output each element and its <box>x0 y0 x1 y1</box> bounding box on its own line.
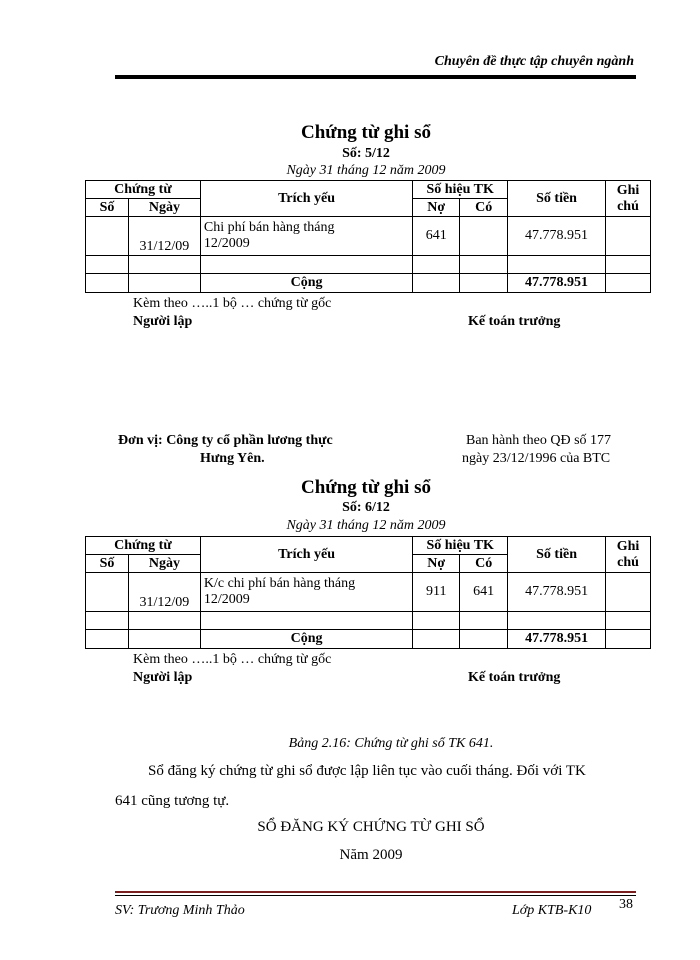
decree-line-2: ngày 23/12/1996 của BTC <box>462 451 611 466</box>
chu-label: chú <box>617 198 639 214</box>
col-header-trich-yeu: Trích yếu <box>200 537 412 573</box>
total-label: Cộng <box>200 630 412 649</box>
cell-empty <box>86 612 129 630</box>
cell-empty <box>413 256 460 274</box>
voucher-2-number: Số: 6/12 <box>342 500 390 515</box>
col-header-ghi-chu <box>606 181 651 217</box>
cell-empty <box>128 630 200 649</box>
col-header-ghi-chu <box>606 537 651 573</box>
decree-line-1: Ban hành theo QĐ số 177 <box>466 433 612 448</box>
cell-no: 641 <box>413 217 460 256</box>
voucher-2-date: Ngày 31 tháng 12 năm 2009 <box>286 518 446 533</box>
total-label: Cộng <box>200 274 412 293</box>
col-header-no: Nợ <box>413 199 460 217</box>
table-row <box>86 256 651 274</box>
cell-empty <box>200 612 412 630</box>
col-header-so-hieu-tk: Số hiệu TK <box>413 181 508 199</box>
cell-empty <box>606 274 651 293</box>
col-header-so: Số <box>86 555 129 573</box>
total-amount: 47.778.951 <box>508 630 606 649</box>
cell-ghi-chu <box>606 217 651 256</box>
footer-student: SV: Trương Minh Thảo <box>115 903 245 918</box>
voucher-1-attachment: Kèm theo …..1 bộ … chứng từ gốc <box>133 296 332 311</box>
col-header-so-tien: Số tiền <box>508 181 606 217</box>
col-header-ngay: Ngày <box>128 199 200 217</box>
voucher-1-title: Chứng từ ghi sổ <box>301 122 431 143</box>
voucher-1-table <box>85 180 651 293</box>
cell-empty <box>86 630 129 649</box>
col-header-co: Có <box>460 555 508 573</box>
voucher-2-title: Chứng từ ghi sổ <box>301 477 431 498</box>
cell-trich-yeu <box>200 573 412 612</box>
col-header-ngay: Ngày <box>128 555 200 573</box>
cell-so <box>86 573 129 612</box>
ghi-label: Ghi <box>616 538 640 554</box>
desc-line-2: 12/2009 <box>203 236 250 251</box>
cell-empty <box>86 274 129 293</box>
cell-co <box>460 217 508 256</box>
header-rule <box>115 75 636 79</box>
col-header-so-tien: Số tiền <box>508 537 606 573</box>
voucher-1-number: Số: 5/12 <box>342 146 390 161</box>
desc-line-2: 12/2009 <box>203 592 250 607</box>
cell-empty <box>413 630 460 649</box>
footer-rule-red <box>115 891 636 893</box>
cell-empty <box>606 612 651 630</box>
cell-empty <box>460 612 508 630</box>
cell-empty <box>460 256 508 274</box>
ghi-label: Ghi <box>616 182 640 198</box>
table-caption: Bảng 2.16: Chứng từ ghi sổ TK 641. <box>288 736 494 751</box>
cell-empty <box>606 256 651 274</box>
voucher-2-attachment: Kèm theo …..1 bộ … chứng từ gốc <box>133 652 332 667</box>
voucher-1-preparer: Người lập <box>133 314 193 329</box>
footer-class: Lớp KTB-K10 <box>512 903 592 918</box>
total-row <box>86 630 651 649</box>
paragraph-line-2: 641 cũng tương tự. <box>115 793 230 809</box>
paragraph-line-1: Sổ đăng ký chứng từ ghi sổ được lập liên tục vào cuối tháng. Đối với TK <box>148 763 586 779</box>
col-header-so-hieu-tk: Số hiệu TK <box>413 537 508 555</box>
col-header-co: Có <box>460 199 508 217</box>
voucher-2-preparer: Người lập <box>133 670 193 685</box>
cell-so-tien: 47.778.951 <box>508 573 606 612</box>
col-header-chung-tu: Chứng từ <box>86 537 201 555</box>
voucher-1-chief-accountant: Kế toán trưởng <box>468 314 561 329</box>
cell-empty <box>460 630 508 649</box>
chu-label: chú <box>617 554 639 570</box>
cell-co: 641 <box>460 573 508 612</box>
cell-ghi-chu <box>606 573 651 612</box>
voucher-1-date: Ngày 31 tháng 12 năm 2009 <box>286 163 446 178</box>
cell-empty <box>128 612 200 630</box>
unit-name-line-1: Đơn vị: Công ty cổ phần lương thực <box>118 433 333 448</box>
cell-ngay: 31/12/09 <box>128 573 200 612</box>
unit-name-line-2: Hưng Yên. <box>200 451 265 466</box>
cell-ngay: 31/12/09 <box>128 217 200 256</box>
register-title: SỔ ĐĂNG KÝ CHỨNG TỪ GHI SỔ <box>257 819 485 835</box>
voucher-2-table <box>85 536 651 649</box>
running-header-title: Chuyên đề thực tập chuyên ngành <box>434 54 634 69</box>
page-number: 38 <box>619 897 633 912</box>
voucher-2-chief-accountant: Kế toán trưởng <box>468 670 561 685</box>
cell-empty <box>86 256 129 274</box>
total-amount: 47.778.951 <box>508 274 606 293</box>
cell-empty <box>460 274 508 293</box>
cell-empty <box>508 256 606 274</box>
cell-empty <box>128 256 200 274</box>
desc-line-1: Chi phí bán hàng tháng <box>203 220 335 235</box>
table-row <box>86 612 651 630</box>
cell-empty <box>508 612 606 630</box>
cell-empty <box>200 256 412 274</box>
cell-empty <box>413 612 460 630</box>
desc-line-1: K/c chi phí bán hàng tháng <box>203 576 356 591</box>
col-header-so: Số <box>86 199 129 217</box>
table-row <box>86 217 651 256</box>
col-header-no: Nợ <box>413 555 460 573</box>
cell-so-tien: 47.778.951 <box>508 217 606 256</box>
cell-no: 911 <box>413 573 460 612</box>
register-year: Năm 2009 <box>339 847 403 863</box>
footer-rule-thin <box>115 895 636 896</box>
cell-empty <box>413 274 460 293</box>
cell-trich-yeu <box>200 217 412 256</box>
col-header-trich-yeu: Trích yếu <box>200 181 412 217</box>
col-header-chung-tu: Chứng từ <box>86 181 201 199</box>
cell-so <box>86 217 129 256</box>
table-row <box>86 573 651 612</box>
cell-empty <box>128 274 200 293</box>
total-row <box>86 274 651 293</box>
cell-empty <box>606 630 651 649</box>
